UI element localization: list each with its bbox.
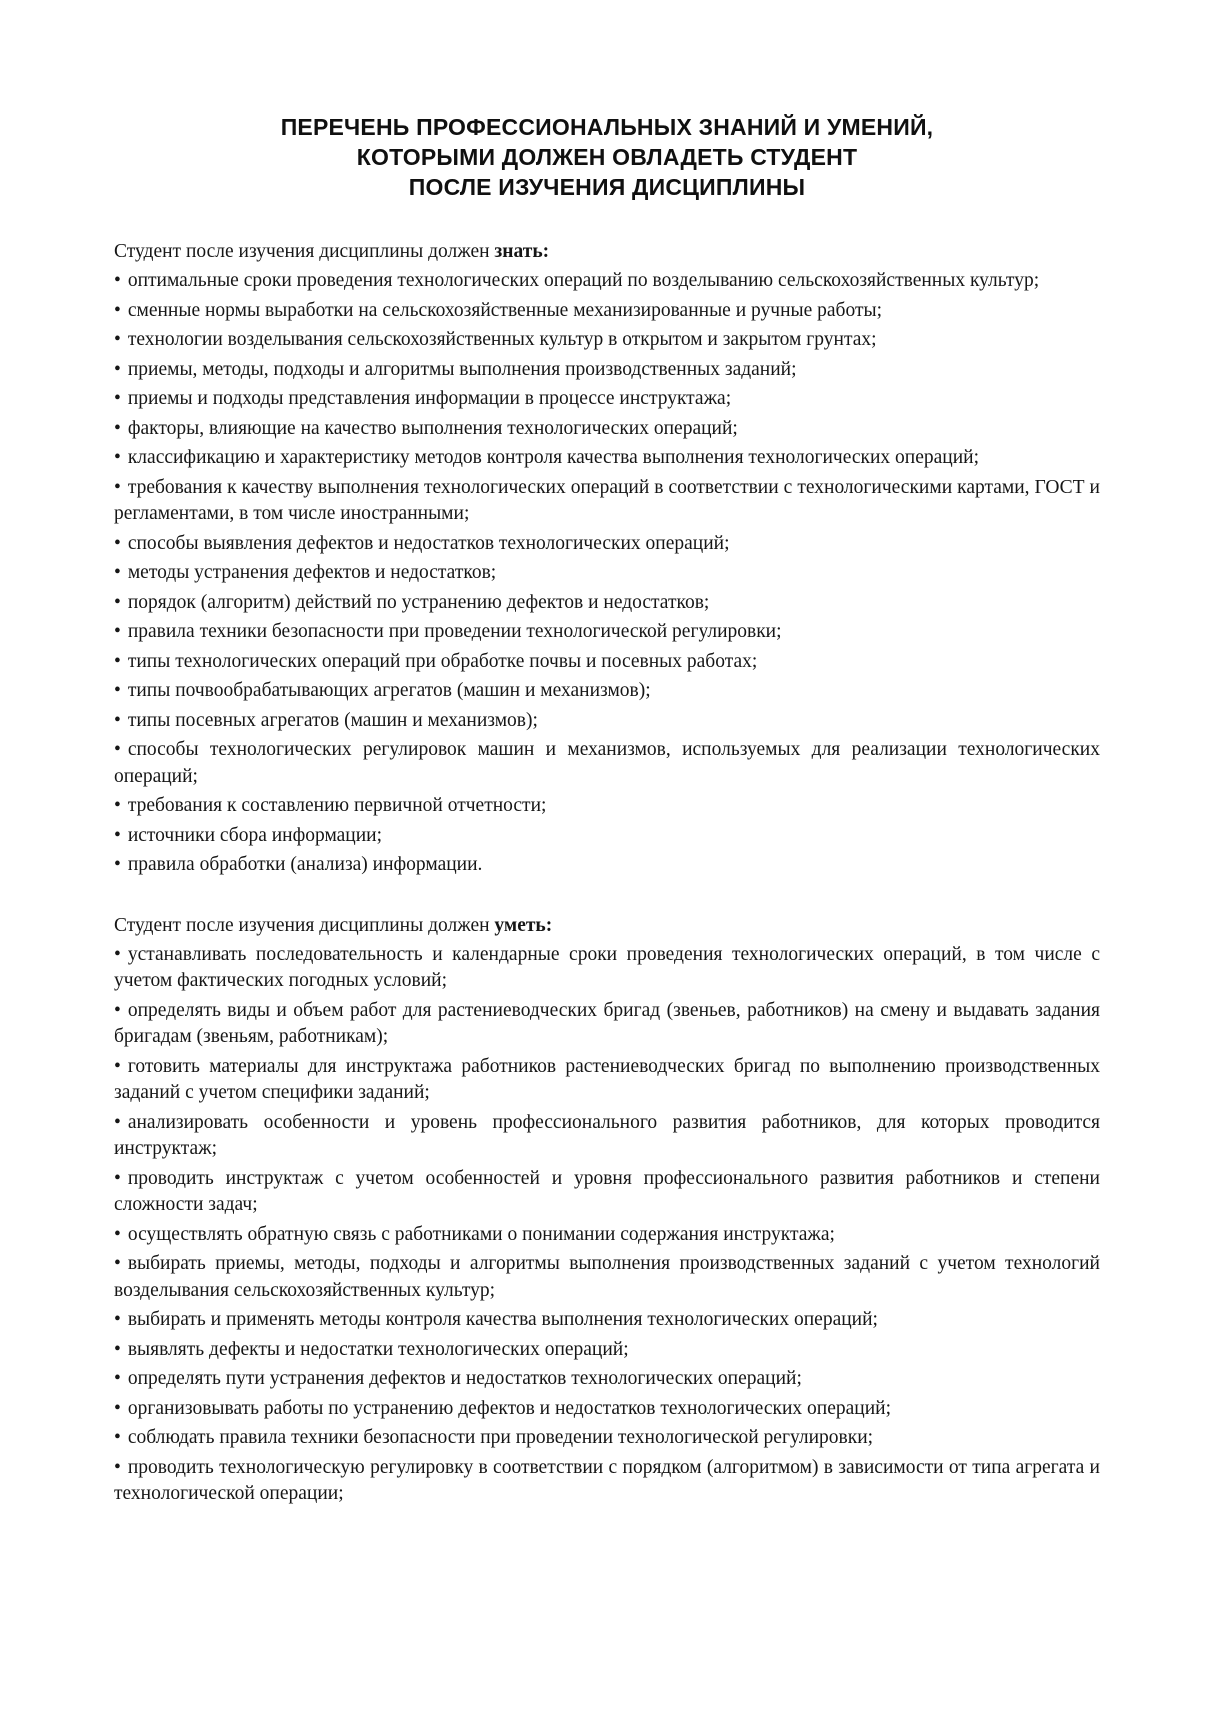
list-item [114,445,1100,472]
list-item-text: проводить технологическую регулировку в соответствии с порядком (алгоритмом) в зависимости от типа агрегата и технологической операции; [114,1456,1100,1504]
list-item [114,1222,1100,1249]
list-item [114,708,1100,735]
know-bullet-list [114,268,1100,879]
list-item-text: соблюдать правила техники безопасности при проведении технологической регулировки; [127,1427,874,1448]
list-item-text: факторы, влияющие на качество выполнения технологических операций; [127,417,738,439]
list-item [114,416,1100,443]
list-item-text: типы почвообрабатывающих агрегатов (машин и механизмов); [127,680,651,701]
list-item [114,357,1100,384]
list-item-text: методы устранения дефектов и недостатков; [127,562,497,583]
bullet-icon: • [114,447,121,468]
list-item [114,1251,1100,1304]
list-item-text: типы технологических операций при обработке почвы и посевных работах; [127,650,758,672]
bullet-icon: • [114,476,121,498]
list-item-text: приемы и подходы представления информации в процессе инструктажа; [127,388,732,409]
list-item [114,619,1100,646]
list-item-text: правила техники безопасности при проведении технологической регулировки; [127,621,782,642]
title-line-3: ПОСЛЕ ИЗУЧЕНИЯ ДИСЦИПЛИНЫ [408,174,806,200]
bullet-icon: • [114,1167,121,1189]
section-know [114,238,1100,879]
section-know-intro [114,238,1100,265]
list-item [114,386,1100,413]
list-item-text: требования к составлению первичной отчетности; [127,795,547,816]
bullet-icon: • [114,1427,121,1448]
bullet-icon: • [114,709,121,731]
bullet-icon: • [114,299,121,321]
list-item-text: готовить материалы для инструктажа работников растениеводческих бригад по выполнению производственных заданий с учетом специфики заданий; [114,1055,1100,1103]
list-item-text: проводить инструктаж с учетом особенностей и уровня профессионального развития работников и степени сложности задач; [114,1167,1100,1215]
list-item [114,1054,1100,1107]
list-item [114,793,1100,820]
list-item [114,560,1100,587]
list-item-text: требования к качеству выполнения технологических операций в соответствии с технологическими картами, ГОСТ и регламентами, в том числе иностранными; [114,476,1100,524]
page-title [114,112,1100,202]
list-item [114,1307,1100,1334]
list-item-text: организовывать работы по устранению дефектов и недостатков технологических операций; [127,1397,891,1419]
able-bullet-list [114,942,1100,1508]
bullet-icon: • [114,1397,121,1419]
bullet-icon: • [114,621,121,642]
list-item-text: выбирать и применять методы контроля качества выполнения технологических операций; [127,1309,878,1330]
title-line-1: ПЕРЕЧЕНЬ ПРОФЕССИОНАЛЬНЫХ ЗНАНИЙ И УМЕНИЙ, [280,114,934,140]
bullet-icon: • [114,417,121,439]
bullet-icon: • [114,1456,121,1478]
list-item [114,327,1100,354]
intro-text: Студент после изучения дисциплины должен [114,914,495,936]
list-item [114,590,1100,617]
list-item [114,942,1100,995]
list-item [114,531,1100,558]
bullet-icon: • [114,680,121,701]
list-item [114,737,1100,790]
bullet-icon: • [114,1368,121,1389]
page-content [114,112,1100,1511]
list-item-text: технологии возделывания сельскохозяйственных культур в открытом и закрытом грунтах; [127,329,877,350]
bullet-icon: • [114,854,121,875]
bullet-icon: • [114,1111,121,1133]
bullet-icon: • [114,591,121,613]
list-item-text: приемы, методы, подходы и алгоритмы выполнения производственных заданий; [127,358,797,380]
bullet-icon: • [114,943,121,965]
bullet-icon: • [114,562,121,583]
list-item-text: устанавливать последовательность и календарные сроки проведения технологических операций, в том числе с учетом фактических погодных условий; [114,943,1100,991]
bullet-icon: • [114,1309,121,1330]
bullet-icon: • [114,1338,121,1360]
bullet-icon: • [114,1253,121,1274]
bullet-icon: • [114,795,121,816]
list-item [114,678,1100,705]
list-item-text: сменные нормы выработки на сельскохозяйственные механизированные и ручные работы; [127,299,882,321]
section-able [114,912,1100,1508]
list-item [114,1396,1100,1423]
list-item-text: выявлять дефекты и недостатки технологических операций; [127,1338,629,1360]
bullet-icon: • [114,358,121,380]
list-item [114,1455,1100,1508]
list-item-text: оптимальные сроки проведения технологических операций по возделыванию сельскохозяйственных культур; [127,270,1040,291]
list-item [114,1110,1100,1163]
list-item [114,1337,1100,1364]
bullet-icon: • [114,739,121,760]
title-line-2: КОТОРЫМИ ДОЛЖЕН ОВЛАДЕТЬ СТУДЕНТ [356,144,858,170]
list-item [114,998,1100,1051]
list-item-text: способы технологических регулировок машин и механизмов, используемых для реализации технологических операций; [114,739,1100,787]
list-item-text: способы выявления дефектов и недостатков технологических операций; [127,532,730,554]
section-able-intro [114,912,1100,939]
bullet-icon: • [114,650,121,672]
list-item [114,1166,1100,1219]
list-item [114,852,1100,879]
list-item [114,1425,1100,1452]
list-item-text: осуществлять обратную связь с работниками о понимании содержания инструктажа; [127,1223,835,1245]
bullet-icon: • [114,1223,121,1245]
list-item [114,649,1100,676]
bullet-icon: • [114,388,121,409]
list-item-text: правила обработки (анализа) информации. [127,854,483,875]
list-item-text: источники сбора информации; [127,824,383,846]
list-item [114,475,1100,528]
intro-keyword: уметь: [494,914,553,936]
bullet-icon: • [114,999,121,1021]
list-item [114,268,1100,295]
list-item-text: классификацию и характеристику методов контроля качества выполнения технологических операций; [127,447,980,468]
intro-text: Студент после изучения дисциплины должен [114,241,495,262]
bullet-icon: • [114,532,121,554]
list-item-text: порядок (алгоритм) действий по устранению дефектов и недостатков; [127,591,710,613]
intro-keyword: знать: [494,241,550,262]
list-item-text: определять пути устранения дефектов и недостатков технологических операций; [127,1368,802,1389]
list-item-text: определять виды и объем работ для растениеводческих бригад (звеньев, работников) на смену и выдавать задания бригадам (звеньям, работникам); [114,999,1100,1047]
list-item [114,1366,1100,1393]
list-item-text: анализировать особенности и уровень профессионального развития работников, для которых проводится инструктаж; [114,1111,1100,1159]
list-item-text: типы посевных агрегатов (машин и механизмов); [127,709,538,731]
bullet-icon: • [114,329,121,350]
list-item [114,823,1100,850]
bullet-icon: • [114,270,121,291]
list-item [114,298,1100,325]
bullet-icon: • [114,1055,121,1077]
list-item-text: выбирать приемы, методы, подходы и алгоритмы выполнения производственных заданий с учетом технологий возделывания сельскохозяйственных культур; [114,1253,1100,1301]
bullet-icon: • [114,824,121,846]
